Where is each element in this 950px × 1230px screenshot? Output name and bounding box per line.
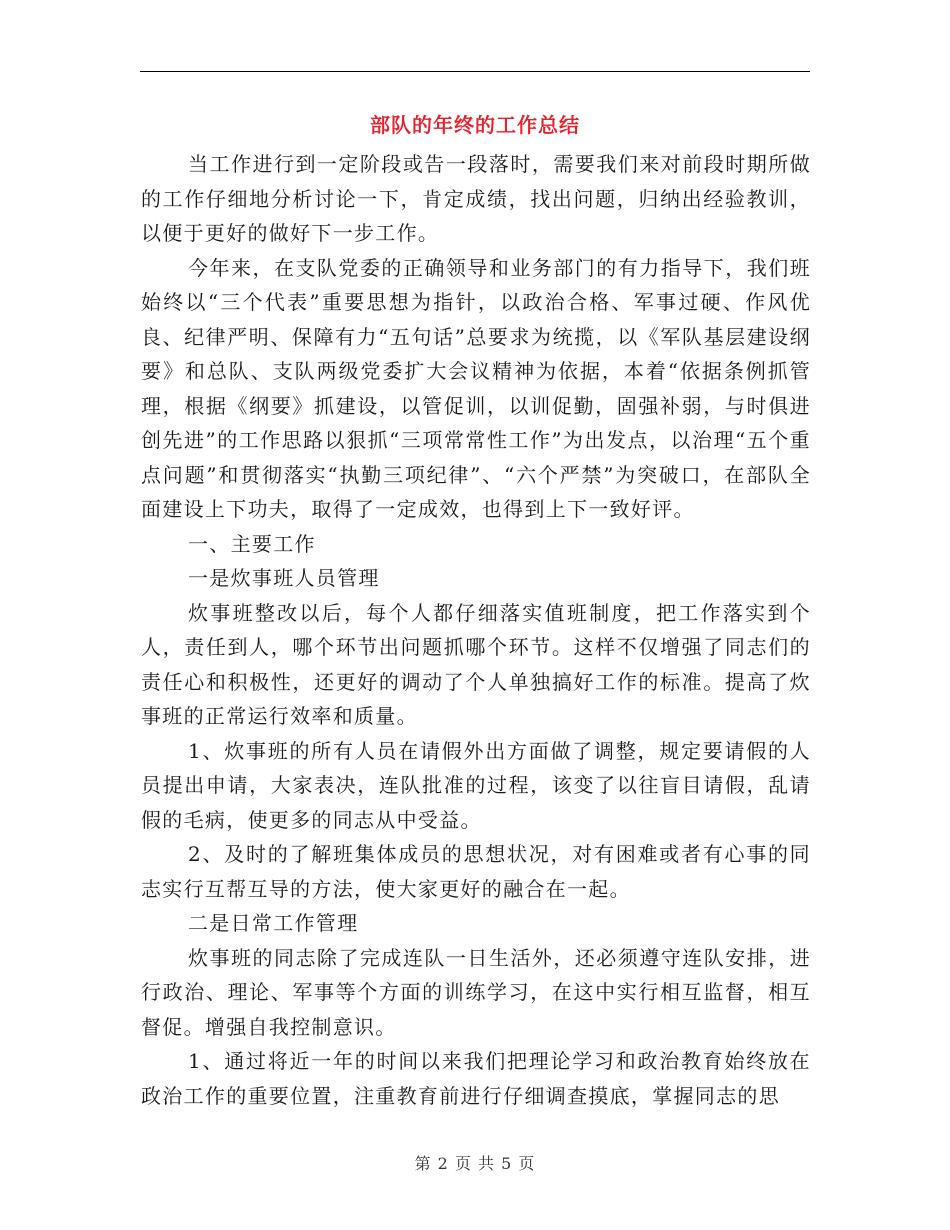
list-item: 1、通过将近一年的时间以来我们把理论学习和政治教育始终放在政治工作的重要位置，注重教育前进行仔细调查摸底，掌握同志的思 <box>141 1049 811 1108</box>
subsection-heading: 一是炊事班人员管理 <box>188 566 380 590</box>
page-number: 第 2 页 共 5 页 <box>414 1154 536 1173</box>
subsection-heading: 二是日常工作管理 <box>188 911 359 935</box>
header-rule <box>140 71 810 72</box>
paragraph: 今年来，在支队党委的正确领导和业务部门的有力指导下，我们班始终以“三个代表”重要思想为指针，以政治合格、军事过硬、作风优良、纪律严明、保障有力“五句话”总要求为统揽，以《军队基层建设纲要》和总队、支队两级党委扩大会议精神为依据，本着“依据条例抓管理，根据《纲要》抓建设，以管促训，以训促勤，固强补弱，与时俱进创先进”的工作思路以狠抓“三项常常性工作”为出发点，以治理“五个重点问题”和贯彻落实“执勤三项纪律”、“六个严禁”为突破口，在部队全面建设上下功夫，取得了一定成效，也得到上下一致好评。 <box>141 255 811 521</box>
paragraph: 炊事班整改以后，每个人都仔细落实值班制度，把工作落实到个人，责任到人，哪个环节出问题抓哪个环节。这样不仅增强了同志们的责任心和积极性，还更好的调动了个人单独搞好工作的标准。提高了炊事班的正常运行效率和质量。 <box>141 600 811 728</box>
section-heading: 一、主要工作 <box>188 531 316 556</box>
paragraph: 炊事班的同志除了完成连队一日生活外，还必须遵守连队安排，进行政治、理论、军事等个方面的训练学习，在这中实行相互监督，相互督促。增强自我控制意识。 <box>141 945 811 1039</box>
list-item: 2、及时的了解班集体成员的思想状况，对有困难或者有心事的同志实行互帮互导的方法，使大家更好的融合在一起。 <box>141 842 811 901</box>
paragraph: 当工作进行到一定阶段或告一段落时，需要我们来对前段时期所做的工作仔细地分析讨论一下，肯定成绩，找出问题，归纳出经验教训，以便于更好的做好下一步工作。 <box>141 152 811 245</box>
document-title: 部队的年终的工作总结 <box>370 113 580 137</box>
document-body <box>141 147 811 1113</box>
list-item: 1、炊事班的所有人员在请假外出方面做了调整，规定要请假的人员提出申请，大家表决，连队批准的过程，该变了以往盲目请假，乱请假的毛病，使更多的同志从中受益。 <box>141 738 811 832</box>
